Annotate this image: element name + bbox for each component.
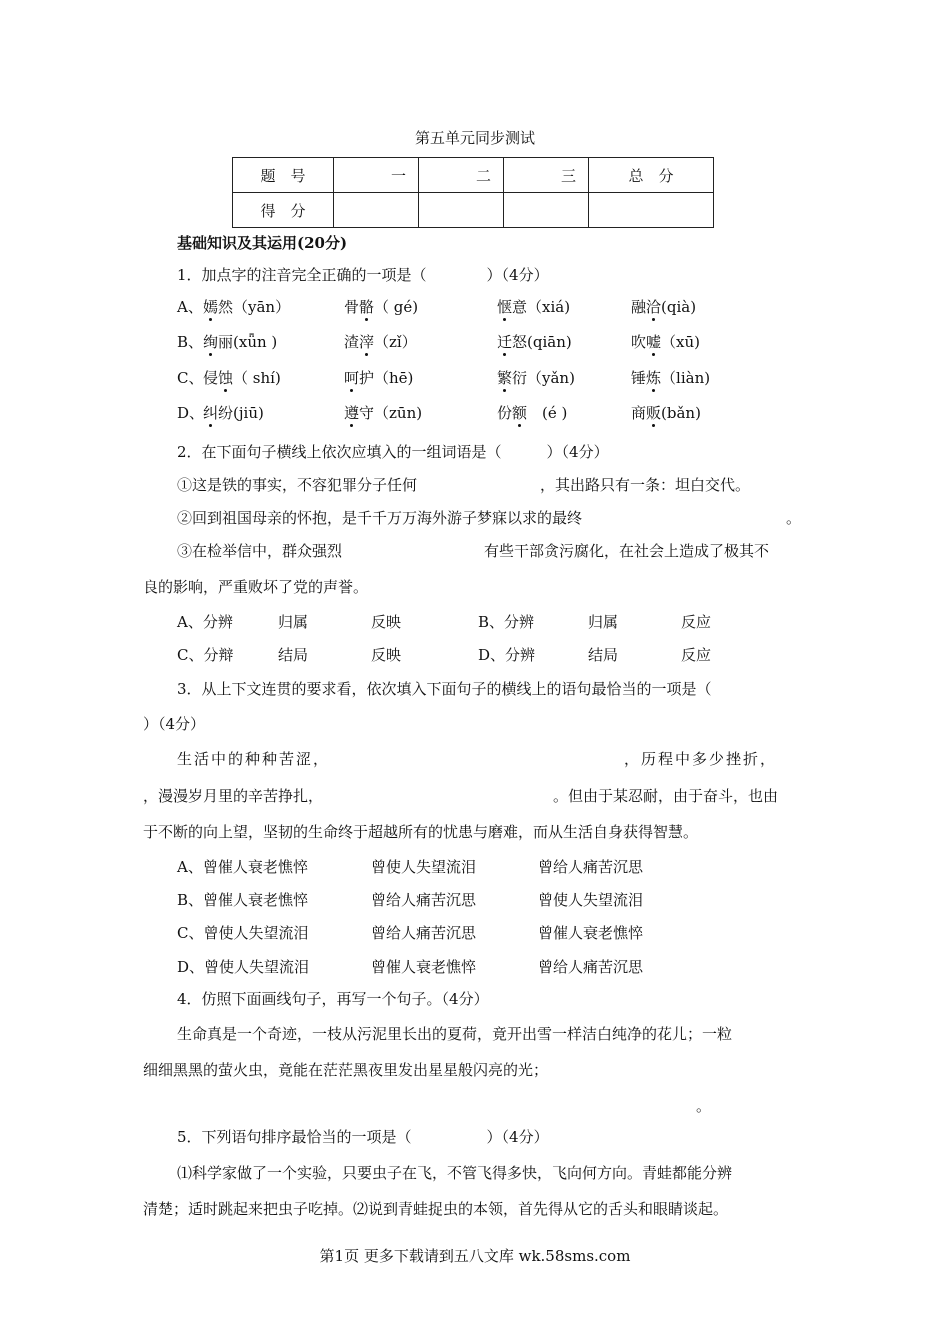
q1-option-item xyxy=(203,297,290,317)
q3-option-cell: 曾催人衰老憔悴 xyxy=(538,924,644,942)
q1-item-dotted-char: 绚 xyxy=(203,333,219,351)
q1-item-suffix: 守（zūn) xyxy=(359,404,423,422)
score-cell[interactable] xyxy=(419,193,504,228)
q1-item-suffix: (qià) xyxy=(661,298,697,316)
q2-option-cell: 结局 xyxy=(588,646,619,664)
q2-sentence-3b: 有些干部贪污腐化，在社会上造成了极其不 xyxy=(484,542,770,560)
q2-option-cell: 结局 xyxy=(278,646,309,664)
q1-item-suffix: （liàn) xyxy=(661,369,711,387)
q4-passage-1: 生命真是一个奇迹，一枝从污泥里长出的夏荷，竟开出雪一样洁白纯净的花儿；一粒 xyxy=(177,1025,733,1043)
q1-option-item xyxy=(631,297,696,317)
q2-option-cell: B、分辨 xyxy=(478,613,535,631)
q1-item-dotted-char: 蚀 xyxy=(218,369,234,387)
score-header-total: 总 分 xyxy=(589,158,714,193)
q1-option-item xyxy=(344,403,422,423)
q1-item-suffix: 护（hē) xyxy=(359,369,414,387)
q1-option-item xyxy=(497,297,570,317)
q3-passage-1b: ，历程中多少挫折， xyxy=(624,750,778,768)
q2-option-cell: 反应 xyxy=(681,646,712,664)
q1-item-suffix: 丽(xǖn ) xyxy=(218,333,278,351)
q1-item-dotted-char: 繁 xyxy=(497,369,513,387)
q2-option-cell: 反映 xyxy=(371,646,402,664)
q2-option-cell: D、分辨 xyxy=(478,646,536,664)
q1-item-suffix: 意（xiá) xyxy=(512,298,571,316)
q1-item-dotted-char: 洽 xyxy=(646,298,662,316)
q3-passage-3: 于不断的向上望，坚韧的生命终于超越所有的忧患与磨难，而从生活自身获得智慧。 xyxy=(143,823,699,841)
q1-item-suffix: 怒(qiān) xyxy=(512,333,572,351)
score-cell[interactable] xyxy=(589,193,714,228)
q1-item-suffix: 然（yān） xyxy=(218,298,291,316)
q1-option-label: D、 xyxy=(177,404,205,422)
q5-stem: 5．下列语句排序最恰当的一项是（ ）（4分） xyxy=(177,1128,549,1146)
q1-item-dotted-char: 嫣 xyxy=(203,298,219,316)
q1-option-item xyxy=(631,368,710,388)
q1-item-dotted-char: 纠 xyxy=(203,404,219,422)
score-table-header-row xyxy=(233,158,714,193)
q1-option-item xyxy=(203,403,264,423)
q1-item-dotted-char: 迁 xyxy=(497,333,513,351)
q1-item-suffix: （ gé) xyxy=(374,298,419,316)
q2-sentence-3a: ③在检举信中，群众强烈 xyxy=(177,542,343,560)
q3-stem-b: ）（4分） xyxy=(143,715,206,733)
q1-option-item xyxy=(344,297,418,317)
q2-sentence-2a: ②回到祖国母亲的怀抱，是千千万万海外游子梦寐以求的最终 xyxy=(177,509,583,527)
q3-passage-1a: 生活中的种种苦涩， xyxy=(177,750,331,768)
q1-option-item xyxy=(631,403,701,423)
score-cell[interactable] xyxy=(504,193,589,228)
q3-option-cell: 曾给人痛苦沉思 xyxy=(371,891,477,909)
q2-stem: 2．在下面句子横线上依次应填入的一组词语是（ ）（4分） xyxy=(177,443,609,461)
q3-option-cell: 曾给人痛苦沉思 xyxy=(371,924,477,942)
q1-option-item xyxy=(344,332,417,352)
q2-option-cell: 归属 xyxy=(278,613,309,631)
q1-option-item xyxy=(497,332,572,352)
q1-option-item xyxy=(203,368,281,388)
score-header-3: 三 xyxy=(504,158,589,193)
q3-option-cell: 曾催人衰老憔悴 xyxy=(371,958,477,976)
q2-option-cell: 反映 xyxy=(371,613,402,631)
q3-option-cell: 曾使人失望流泪 xyxy=(371,858,477,876)
q4-passage-2: 细细黑黑的萤火虫，竟能在茫茫黑夜里发出星星般闪亮的光； xyxy=(143,1061,549,1079)
q1-item-dotted-char: 惬 xyxy=(497,298,513,316)
q1-item-prefix: 商 xyxy=(631,404,647,422)
q1-item-dotted-char: 骼 xyxy=(359,298,375,316)
q1-item-dotted-char: 滓 xyxy=(359,333,375,351)
score-header-label: 题 号 xyxy=(233,158,334,193)
q1-item-prefix: 吹 xyxy=(631,333,647,351)
q5-passage-2: 清楚；适时跳起来把虫子吃掉。⑵说到青蛙捉虫的本领，首先得从它的舌头和眼睛谈起。 xyxy=(143,1200,729,1218)
q3-stem-a: 3．从上下文连贯的要求看，依次填入下面句子的横线上的语句最恰当的一项是（ xyxy=(177,680,712,698)
q1-item-suffix: (é ) xyxy=(527,404,568,422)
q2-sentence-1b: ，其出路只有一条：坦白交代。 xyxy=(540,476,751,494)
q1-item-prefix: 侵 xyxy=(203,369,219,387)
q1-option-item xyxy=(497,368,575,388)
score-table-score-row xyxy=(233,193,714,228)
q1-item-prefix: 份 xyxy=(497,404,513,422)
q1-item-dotted-char: 炼 xyxy=(646,369,662,387)
q3-option-cell: 曾给人痛苦沉思 xyxy=(538,958,644,976)
q3-option-cell: 曾使人失望流泪 xyxy=(538,891,644,909)
q2-option-cell: A、分辨 xyxy=(177,613,233,631)
q1-item-suffix: 衍（yǎn) xyxy=(512,369,575,387)
score-table xyxy=(232,157,714,228)
score-header-1: 一 xyxy=(334,158,419,193)
q3-option-cell: D、曾使人失望流泪 xyxy=(177,958,310,976)
q2-option-cell: C、分辩 xyxy=(177,646,234,664)
q1-item-dotted-char: 嘘 xyxy=(646,333,662,351)
q3-passage-2b: 。但由于某忍耐，由于奋斗，也由 xyxy=(553,787,779,805)
q1-option-item xyxy=(497,403,567,423)
q1-item-dotted-char: 遵 xyxy=(344,404,360,422)
score-header-2: 二 xyxy=(419,158,504,193)
score-row-label: 得 分 xyxy=(233,193,334,228)
q1-item-prefix: 渣 xyxy=(344,333,360,351)
q1-option-item xyxy=(631,332,700,352)
q4-stem: 4．仿照下面画线句子，再写一个句子。（4分） xyxy=(177,990,489,1008)
q2-option-cell: 归属 xyxy=(588,613,619,631)
q2-option-cell: 反应 xyxy=(681,613,712,631)
q3-option-cell: C、曾使人失望流泪 xyxy=(177,924,309,942)
section-heading: 基础知识及其运用(20分) xyxy=(177,234,348,252)
q1-item-suffix: （xū) xyxy=(661,333,701,351)
q1-item-prefix: 锤 xyxy=(631,369,647,387)
q1-option-item xyxy=(203,332,277,352)
q1-item-suffix: (bǎn) xyxy=(661,404,701,422)
q1-item-dotted-char: 贩 xyxy=(646,404,662,422)
q1-option-item xyxy=(344,368,413,388)
page-title: 第五单元同步测试 xyxy=(414,129,535,147)
q1-item-prefix: 骨 xyxy=(344,298,360,316)
q1-item-suffix: 纷(jiū) xyxy=(218,404,264,422)
q5-passage-1: ⑴科学家做了一个实验，只要虫子在飞，不管飞得多快，飞向何方向。青蛙都能分辨 xyxy=(177,1164,733,1182)
q2-sentence-3c: 良的影响，严重败坏了党的声誉。 xyxy=(143,578,369,596)
q1-option-label: B、 xyxy=(177,333,204,351)
q2-sentence-1a: ①这是铁的事实，不容犯罪分子任何 xyxy=(177,476,418,494)
q1-item-suffix: （zǐ） xyxy=(374,333,417,351)
q3-passage-2a: ，漫漫岁月里的辛苦挣扎， xyxy=(143,787,324,805)
q3-option-cell: 曾给人痛苦沉思 xyxy=(538,858,644,876)
q3-option-cell: B、曾催人衰老憔悴 xyxy=(177,891,309,909)
q4-answer-end: 。 xyxy=(696,1097,712,1115)
q1-item-dotted-char: 呵 xyxy=(344,369,360,387)
q1-item-prefix: 融 xyxy=(631,298,647,316)
q1-stem: 1．加点字的注音完全正确的一项是（ ）（4分） xyxy=(177,266,549,284)
q3-option-cell: A、曾催人衰老憔悴 xyxy=(177,858,308,876)
q1-option-label: A、 xyxy=(177,298,203,316)
q1-option-label: C、 xyxy=(177,369,204,387)
q1-item-suffix: （ shí) xyxy=(233,369,281,387)
score-cell[interactable] xyxy=(334,193,419,228)
q2-sentence-2b: 。 xyxy=(786,509,802,527)
page-footer: 第1页 更多下载请到五八文库 wk.58sms.com xyxy=(319,1247,631,1265)
q1-item-dotted-char: 额 xyxy=(512,404,528,422)
